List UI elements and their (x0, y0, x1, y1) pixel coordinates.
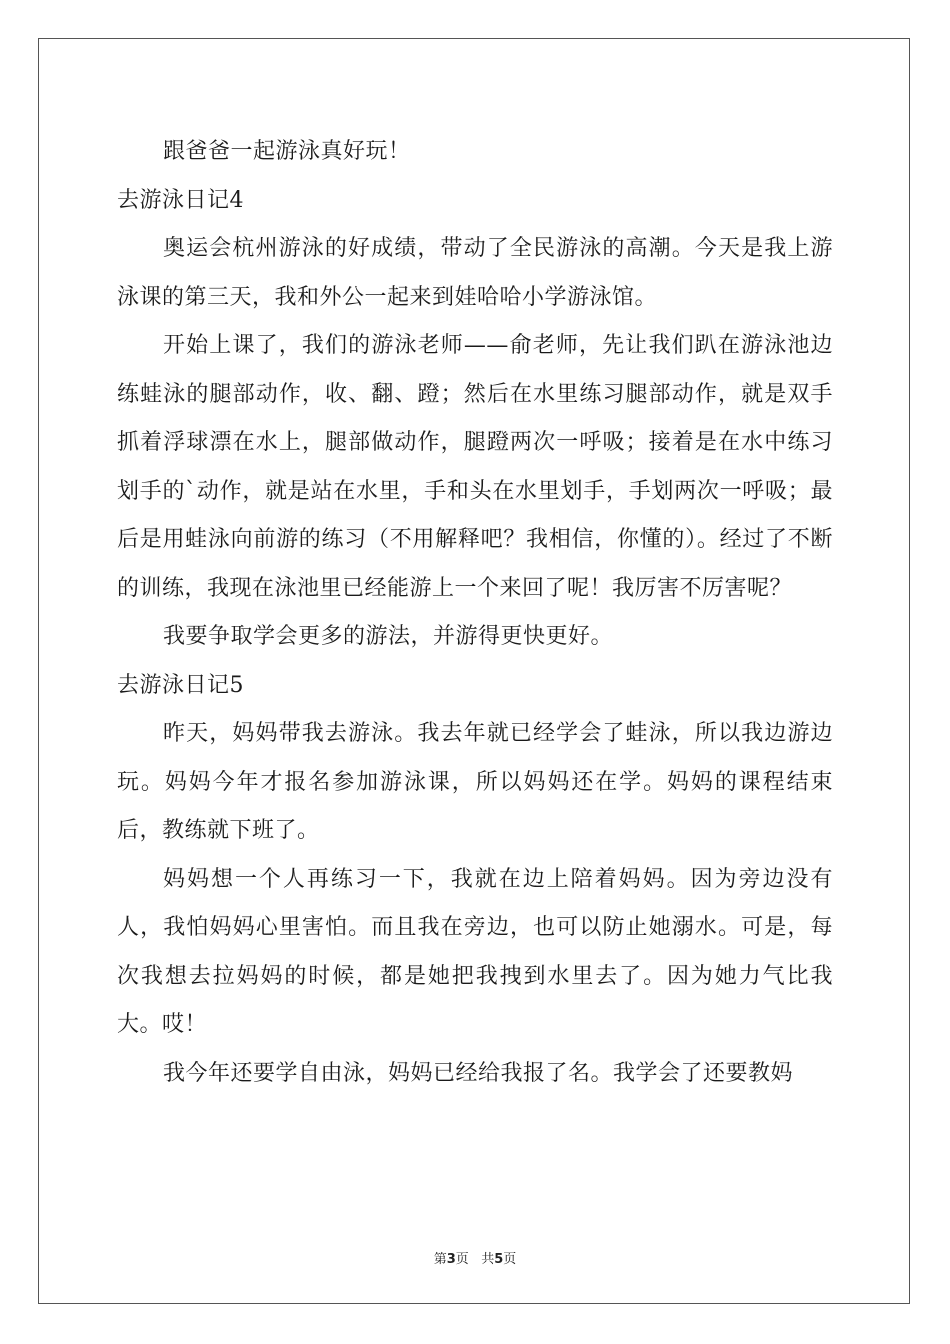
document-body (117, 128, 833, 1098)
total-prefix: 共 (481, 1252, 495, 1267)
page-footer (0, 1248, 950, 1267)
paragraph: 跟爸爸一起游泳真好玩！ (163, 139, 411, 164)
page-suffix: 页 (455, 1252, 469, 1267)
total-suffix: 页 (503, 1252, 517, 1267)
paragraph: 开始上课了，我们的游泳老师——俞老师，先让我们趴在游泳池边练蛙泳的腿部动作，收、翻、蹬；然后在水里练习腿部动作，就是双手抓着浮球漂在水上，腿部做动作，腿蹬两次一呼吸；接着是在水中练习划手的`动作，就是站在水里，手和头在水里划手，手划两次一呼吸；最后是用蛙泳向前游的练习（不用解释吧？我相信，你懂的）。经过了不断的训练，我现在泳池里已经能游上一个来回了呢！我厉害不厉害呢？ (117, 333, 833, 601)
paragraph: 我今年还要学自由泳，妈妈已经给我报了名。我学会了还要教妈 (163, 1060, 794, 1086)
page-prefix: 第 (433, 1252, 447, 1267)
section-heading: 去游泳日记4 (117, 187, 244, 213)
section-heading: 去游泳日记5 (117, 672, 244, 698)
paragraph: 妈妈想一个人再练习一下，我就在边上陪着妈妈。因为旁边没有人，我怕妈妈心里害怕。而且我在旁边，也可以防止她溺水。可是，每次我想去拉妈妈的时候，都是她把我拽到水里去了。因为她力气比我大。哎！ (117, 866, 833, 1037)
page-total: 5 (494, 1252, 504, 1267)
paragraph: 奥运会杭州游泳的好成绩，带动了全民游泳的高潮。今天是我上游泳课的第三天，我和外公一起来到娃哈哈小学游泳馆。 (117, 236, 833, 310)
paragraph: 昨天，妈妈带我去游泳。我去年就已经学会了蛙泳，所以我边游边玩。妈妈今年才报名参加游泳课，所以妈妈还在学。妈妈的课程结束后，教练就下班了。 (117, 721, 833, 843)
paragraph: 我要争取学会更多的游法，并游得更快更好。 (163, 624, 614, 649)
page-current: 3 (446, 1252, 456, 1267)
